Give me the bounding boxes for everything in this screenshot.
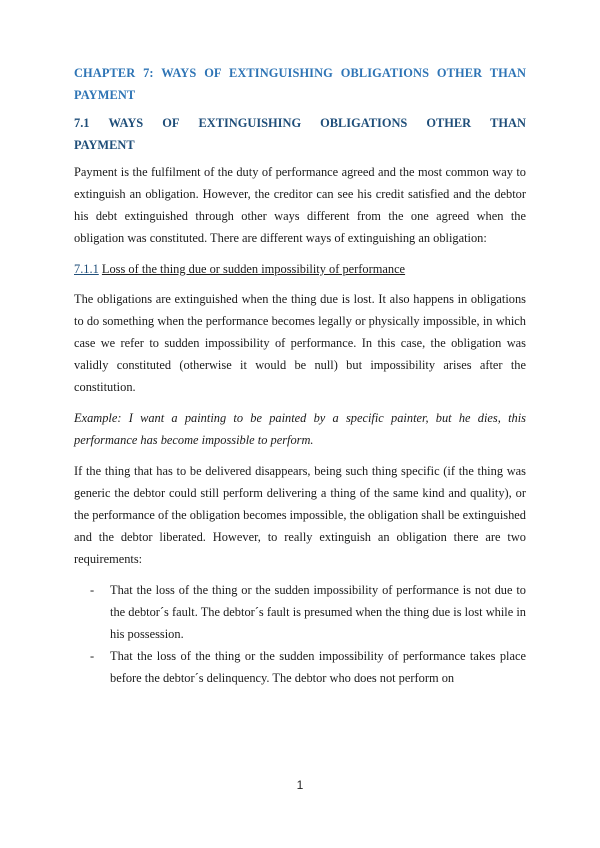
requirement-text: That the loss of the thing or the sudden impossibility of performance is not due to the debtor´s fault. The debtor´s fault is presumed when the thing due is lost while in his possession. — [110, 583, 526, 641]
document-page — [74, 62, 526, 689]
section-heading-line-2: PAYMENT — [74, 138, 135, 152]
requirement-text: That the loss of the thing or the sudden impossibility of performance takes place before the debtor´s delinquency. The debtor who does not perform on — [110, 649, 526, 685]
section-number: 7.1 — [74, 116, 90, 130]
paragraph-lost-thing: The obligations are extinguished when the thing due is lost. It also happens in obligations to do something when the performance becomes legally or physically impossible, in which case we refer to sudden impossibility of performance. In this case, the obligation was validly constituted (otherwise it would be null) but impossibility arises after the constitution. — [74, 292, 526, 394]
paragraph-requirements-intro: If the thing that has to be delivered disappears, being such thing specific (if the thing was generic the debtor could still perform delivering a thing of the same kind and quality), or the performance of the obligation becomes impossible, the obligation shall be extinguished and the debtor liberated. However, to really extinguish an obligation there are two requirements: — [74, 464, 526, 566]
subsection-title: Loss of the thing due or sudden impossibility of performance — [101, 262, 406, 276]
page-number: 1 — [296, 778, 304, 792]
section-heading — [74, 112, 526, 156]
section-word: WAYS — [108, 116, 144, 130]
section-word: OTHER — [426, 116, 472, 130]
list-item — [74, 645, 526, 689]
subsection-heading — [74, 258, 526, 280]
subsection-number: 7.1.1 — [74, 262, 99, 276]
list-bullet: - — [90, 649, 95, 663]
chapter-title: CHAPTER 7: WAYS OF EXTINGUISHING OBLIGATIONS OTHER THAN PAYMENT — [74, 66, 526, 102]
section-word: THAN — [490, 116, 526, 130]
list-item — [74, 579, 526, 645]
section-word: OF — [162, 116, 180, 130]
section-heading-line-1 — [74, 112, 526, 134]
list-bullet: - — [90, 583, 95, 597]
requirements-list — [74, 579, 526, 689]
section-word: OBLIGATIONS — [320, 116, 408, 130]
intro-paragraph: Payment is the fulfilment of the duty of performance agreed and the most common way to extinguish an obligation. However, the creditor can see his credit satisfied and the debtor his debt extinguished through other ways different from the one agreed when the obligation was constituted. There are different ways of extinguishing an obligation: — [74, 165, 526, 245]
section-word: EXTINGUISHING — [198, 116, 302, 130]
example-paragraph: Example: I want a painting to be painted by a specific painter, but he dies, this performance has become impossible to perform. — [74, 411, 526, 447]
